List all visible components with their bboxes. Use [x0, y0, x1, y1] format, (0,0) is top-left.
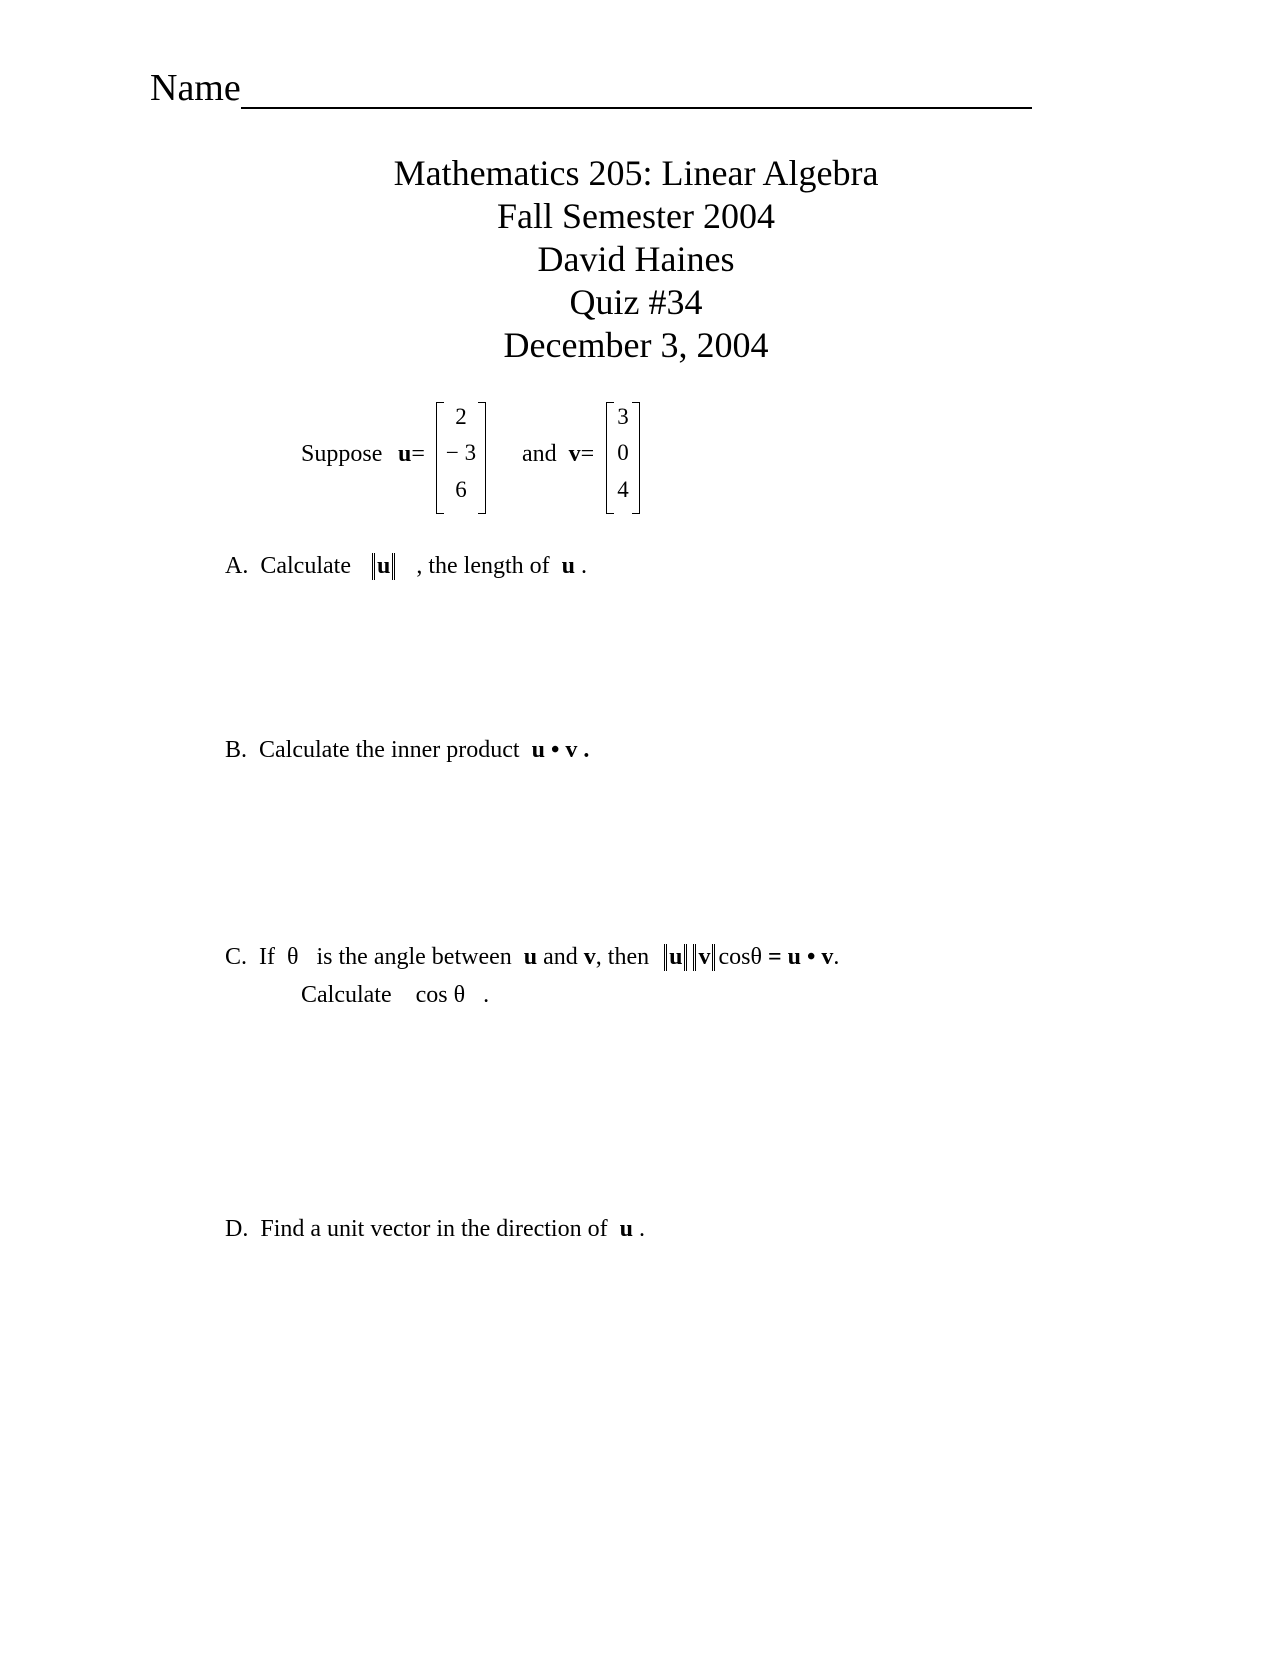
question-label: B.	[225, 737, 248, 763]
name-label: Name	[150, 67, 241, 109]
inner-product-expression: = u • v	[767, 944, 834, 970]
vectors-intro: Suppose	[301, 441, 383, 467]
question-label: A.	[225, 553, 249, 579]
question-text: is the angle between	[316, 944, 512, 970]
and-word: and	[543, 944, 578, 970]
v-entry-2: 0	[617, 440, 629, 465]
question-b	[225, 737, 589, 764]
u-entry-3: 6	[455, 477, 467, 502]
norm-v: v	[693, 944, 715, 971]
theta-symbol: θ	[287, 944, 299, 970]
u-symbol: u	[619, 1216, 633, 1242]
period: .	[833, 944, 840, 970]
semester: Fall Semester 2004	[497, 196, 775, 236]
question-c	[225, 944, 839, 971]
v-entry-1: 3	[617, 404, 629, 429]
question-c-line-2	[301, 982, 489, 1009]
norm-expression: u	[372, 553, 395, 580]
u-column-vector	[436, 402, 486, 512]
course-title: Mathematics 205: Linear Algebra	[393, 153, 879, 193]
and-word: and	[522, 441, 557, 467]
inner-product-expression: u • v .	[531, 737, 590, 763]
v-entry-3: 4	[617, 477, 629, 502]
v-definition-label	[522, 441, 594, 468]
question-d	[225, 1216, 645, 1243]
u-symbol: u	[561, 553, 575, 579]
period: .	[483, 982, 490, 1008]
question-text: , then	[595, 944, 650, 970]
question-text: Find a unit vector in the direction of	[260, 1216, 608, 1242]
question-label: D.	[225, 1216, 249, 1242]
question-text: Calculate the inner product	[259, 737, 520, 763]
cos-theta: cosθ	[718, 944, 762, 970]
u-definition-label	[398, 441, 425, 468]
question-text: Calculate	[260, 553, 351, 579]
period: .	[638, 1216, 645, 1242]
period: .	[581, 553, 587, 579]
u-entry-1: 2	[455, 404, 467, 429]
equals-sign: =	[580, 441, 595, 467]
u-entry-2: − 3	[445, 440, 477, 465]
v-symbol: v	[583, 944, 596, 970]
name-blank-line[interactable]	[241, 107, 1032, 109]
quiz-number: Quiz #34	[569, 282, 703, 322]
quiz-date: December 3, 2004	[503, 325, 769, 365]
v-symbol: v	[568, 441, 581, 467]
question-text: , the length of	[416, 553, 550, 579]
u-symbol: u	[398, 441, 412, 467]
question-text: If	[259, 944, 275, 970]
question-label: C.	[225, 944, 248, 970]
equals-sign: =	[411, 441, 425, 467]
question-text: Calculate	[301, 982, 392, 1008]
norm-u: u	[664, 944, 687, 971]
u-symbol: u	[523, 944, 538, 970]
instructor: David Haines	[537, 239, 735, 279]
question-a	[225, 553, 587, 580]
cos-theta: cos θ	[415, 982, 466, 1008]
v-column-vector	[606, 402, 640, 512]
